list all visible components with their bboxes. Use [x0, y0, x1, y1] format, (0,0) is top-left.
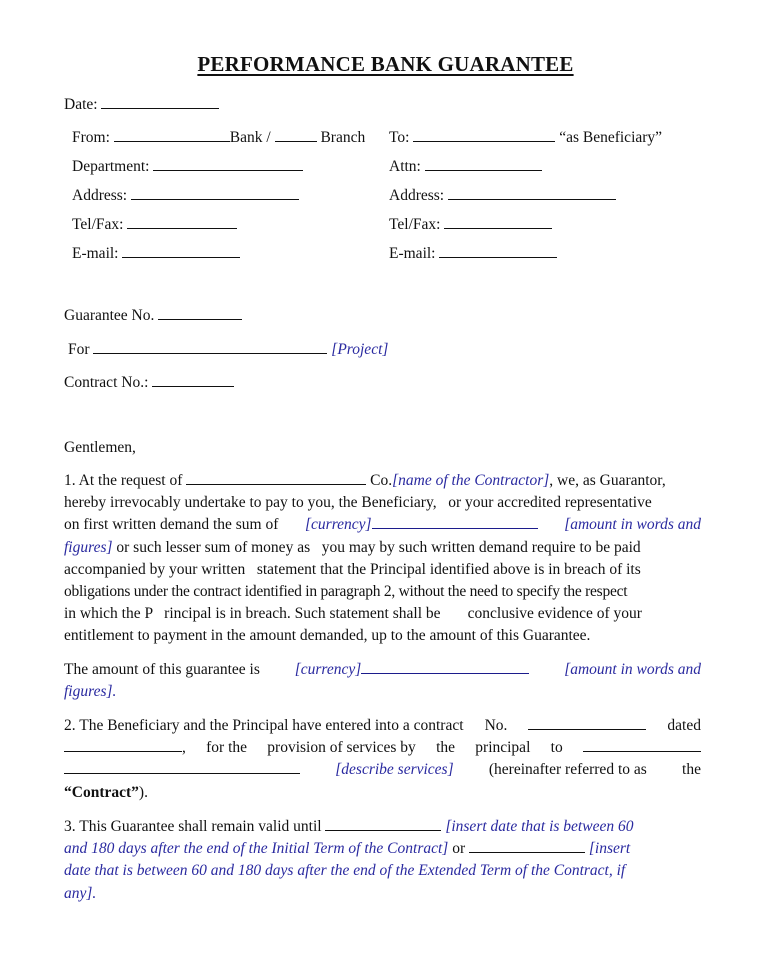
from-email-field[interactable]	[122, 243, 240, 258]
amount-field[interactable]	[372, 514, 538, 529]
p1-line: in which the P rincipal is in breach. Such statement shall be conclusive evidence of your	[64, 605, 642, 623]
branch-label: Branch	[320, 129, 366, 146]
p2-text: to	[550, 739, 563, 757]
contract-no-field[interactable]	[152, 372, 234, 387]
figures-placeholder: figures].	[64, 683, 117, 701]
from-row	[72, 127, 365, 147]
p1-text: 1. At the request of	[64, 472, 183, 489]
from-bank-field[interactable]	[114, 127, 230, 142]
from-address-field[interactable]	[131, 185, 299, 200]
to-address-label: Address:	[389, 187, 445, 204]
p1-text: on first written demand the sum of	[64, 516, 279, 534]
valid-until-field[interactable]	[325, 816, 441, 831]
contract-no-label: Contract No.:	[64, 374, 149, 391]
to-telfax-field[interactable]	[444, 214, 552, 229]
p2-text: (hereinafter referred to as	[488, 761, 647, 779]
contract-date-field[interactable]	[64, 737, 182, 752]
p1-text: or such lesser sum of money as you may by such written demand require to be paid	[112, 538, 641, 556]
p2-text: provision of services by	[267, 739, 416, 757]
to-address-field[interactable]	[448, 185, 616, 200]
paragraph-2	[64, 715, 701, 804]
service-recipient-field[interactable]	[583, 737, 701, 752]
contract-no-row	[64, 372, 234, 392]
paragraph-3	[64, 816, 684, 905]
extended-valid-until-field[interactable]	[469, 838, 585, 853]
bank-label: Bank /	[229, 129, 271, 146]
services-placeholder: [describe services]	[335, 761, 454, 779]
initial-term-placeholder: and 180 days after the end of the Initial Term of the Contract]	[64, 840, 449, 858]
from-address-row	[72, 185, 299, 205]
from-label: From:	[72, 129, 110, 146]
to-email-label: E-mail:	[389, 245, 436, 262]
for-label: For	[68, 341, 90, 358]
date-field[interactable]	[101, 94, 219, 109]
date-row	[64, 94, 219, 114]
contract-term: “Contract”	[64, 783, 139, 801]
p2-text: the	[436, 739, 456, 757]
p1-line: entitlement to payment in the amount demanded, up to the amount of this Guarantee.	[64, 627, 591, 645]
guarantee-no-row	[64, 305, 242, 325]
amount-placeholder: [amount in words and	[564, 661, 701, 678]
to-telfax-label: Tel/Fax:	[389, 216, 441, 233]
p2-text: the	[682, 761, 701, 779]
services-field[interactable]	[64, 759, 300, 774]
p2-text: principal	[475, 739, 531, 757]
p1-text: , we, as Guarantor,	[549, 472, 666, 489]
guarantee-amount-field[interactable]	[361, 659, 529, 674]
extended-term-placeholder: date that is between 60 and 180 days after the end of the Extended Term of the Contract, if	[64, 862, 626, 880]
to-label: To:	[389, 129, 410, 146]
document-title: PERFORMANCE BANK GUARANTEE	[197, 52, 574, 76]
from-telfax-row	[72, 214, 237, 234]
p3-text: 3. This Guarantee shall remain valid until	[64, 818, 322, 835]
attn-field[interactable]	[425, 156, 542, 171]
paragraph-1	[64, 470, 701, 648]
amount-paragraph	[64, 659, 701, 703]
p1-line: hereby irrevocably undertake to pay to you, the Beneficiary, or your accredited representative	[64, 494, 652, 512]
valid-date-placeholder: [insert date that is between 60	[445, 818, 634, 835]
guarantee-no-field[interactable]	[158, 305, 242, 320]
salutation: Gentlemen,	[64, 439, 136, 456]
beneficiary-label: “as Beneficiary”	[559, 129, 663, 146]
p1-line: obligations under the contract identified in paragraph 2, without the need to specify the respect	[64, 582, 628, 600]
to-telfax-row	[389, 214, 552, 234]
figures-placeholder: figures]	[64, 538, 113, 556]
p3-text: or	[448, 840, 466, 858]
contractor-name-field[interactable]	[186, 470, 366, 485]
from-email-row	[72, 243, 240, 263]
any-placeholder: any].	[64, 884, 97, 902]
from-address-label: Address:	[72, 187, 128, 204]
guarantee-no-label: Guarantee No.	[64, 307, 155, 324]
p2-text: ).	[138, 783, 148, 801]
p2-text: 2. The Beneficiary and the Principal have entered into a contract	[64, 717, 464, 734]
contractor-placeholder: [name of the Contractor]	[392, 472, 550, 489]
p2-text: for the	[206, 739, 248, 757]
date-label: Date:	[64, 96, 98, 113]
currency-placeholder: [currency]	[305, 516, 372, 534]
from-department-row	[72, 156, 303, 176]
department-label: Department:	[72, 158, 150, 175]
to-row	[389, 127, 662, 147]
p2-text: ,	[182, 739, 186, 757]
for-field[interactable]	[93, 339, 327, 354]
from-email-label: E-mail:	[72, 245, 119, 262]
p2-text: dated	[667, 717, 701, 734]
p1-text: Co.	[370, 472, 393, 489]
from-telfax-field[interactable]	[127, 214, 237, 229]
amount-label: The amount of this guarantee is	[64, 661, 260, 678]
insert-placeholder: [insert	[588, 840, 631, 858]
to-address-row	[389, 185, 616, 205]
attn-row	[389, 156, 542, 176]
to-email-row	[389, 243, 557, 263]
project-placeholder: [Project]	[331, 341, 389, 358]
amount-placeholder: [amount in words and	[564, 516, 701, 534]
from-telfax-label: Tel/Fax:	[72, 216, 124, 233]
currency-placeholder: [currency]	[294, 661, 362, 678]
contract-number-field[interactable]	[528, 715, 646, 730]
p2-text: No.	[484, 717, 508, 734]
branch-field[interactable]	[275, 127, 317, 142]
to-email-field[interactable]	[439, 243, 557, 258]
department-field[interactable]	[153, 156, 303, 171]
to-field[interactable]	[413, 127, 555, 142]
attn-label: Attn:	[389, 158, 421, 175]
p1-line: accompanied by your written statement that the Principal identified above is in breach of its	[64, 560, 641, 578]
for-row	[68, 339, 388, 359]
